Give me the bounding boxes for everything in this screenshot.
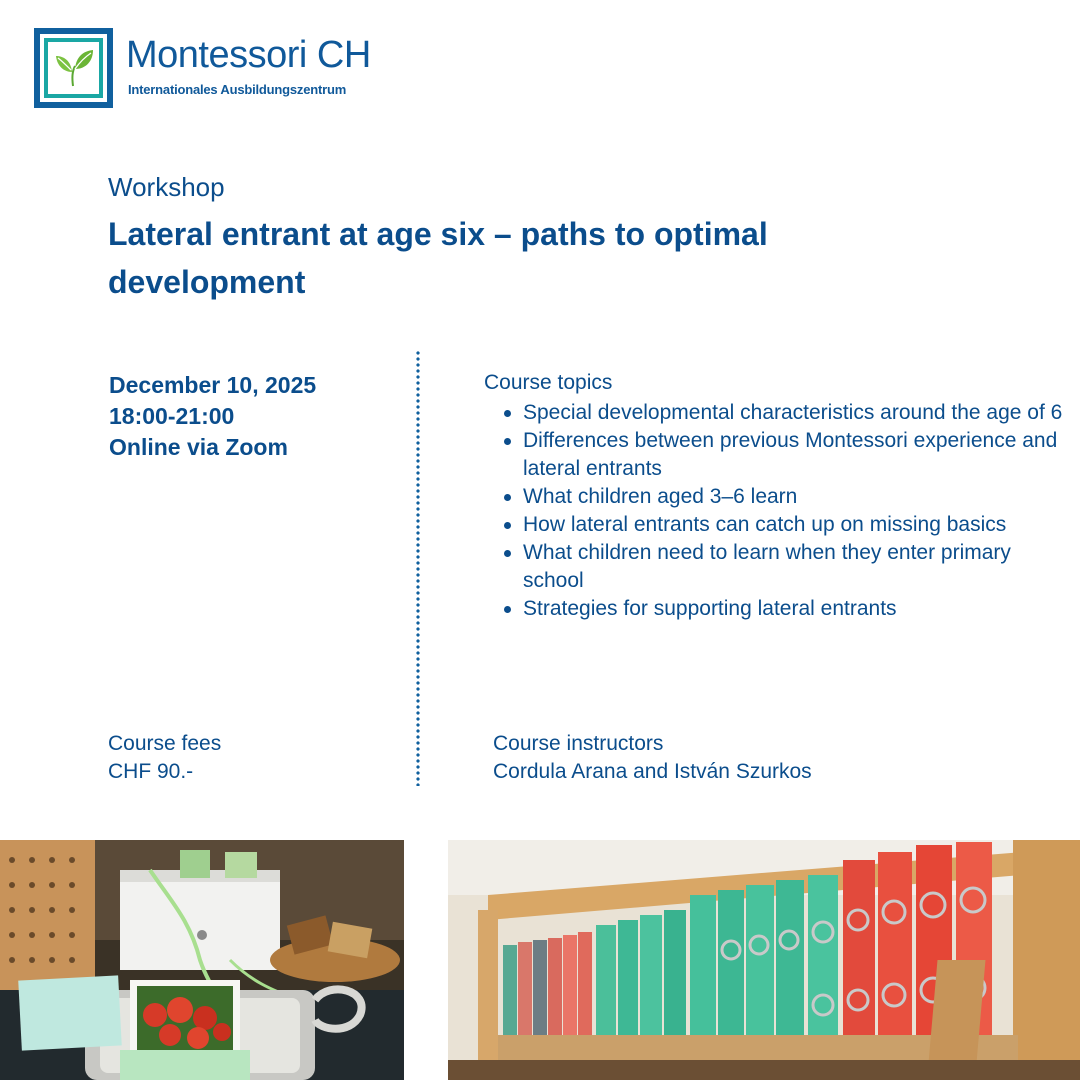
topic-item: What children need to learn when they enter primary school	[523, 539, 1063, 595]
event-title: Lateral entrant at age six – paths to optimal development	[108, 216, 768, 300]
fees-value: CHF 90.-	[108, 760, 194, 783]
fees-label: Course fees	[108, 732, 222, 755]
brand-name: Montessori CH	[126, 34, 371, 76]
event-details	[109, 370, 316, 463]
event-kind: Workshop	[108, 172, 225, 202]
topic-item: Differences between previous Montessori experience and lateral entrants	[523, 427, 1063, 483]
event-location: Online via Zoom	[109, 434, 288, 460]
topics-list	[523, 399, 1063, 623]
topic-item: What children aged 3–6 learn	[523, 483, 1063, 511]
instructors-value: Cordula Arana and István Szurkos	[493, 760, 812, 783]
topic-item: How lateral entrants can catch up on missing basics	[523, 511, 1063, 539]
dotted-divider	[416, 350, 420, 786]
topic-item: Strategies for supporting lateral entrants	[523, 595, 1063, 623]
logo-mark	[34, 28, 113, 108]
instructors-label: Course instructors	[493, 732, 664, 755]
leaf-icon	[48, 42, 99, 94]
event-time: 18:00-21:00	[109, 403, 235, 429]
photo-binders	[448, 840, 1080, 1080]
topic-item: Special developmental characteristics around the age of 6	[523, 399, 1063, 427]
event-date: December 10, 2025	[109, 372, 317, 398]
photo-materials	[0, 840, 404, 1080]
brand-tagline: Internationales Ausbildungszentrum	[128, 82, 347, 97]
topics-label: Course topics	[484, 371, 613, 394]
